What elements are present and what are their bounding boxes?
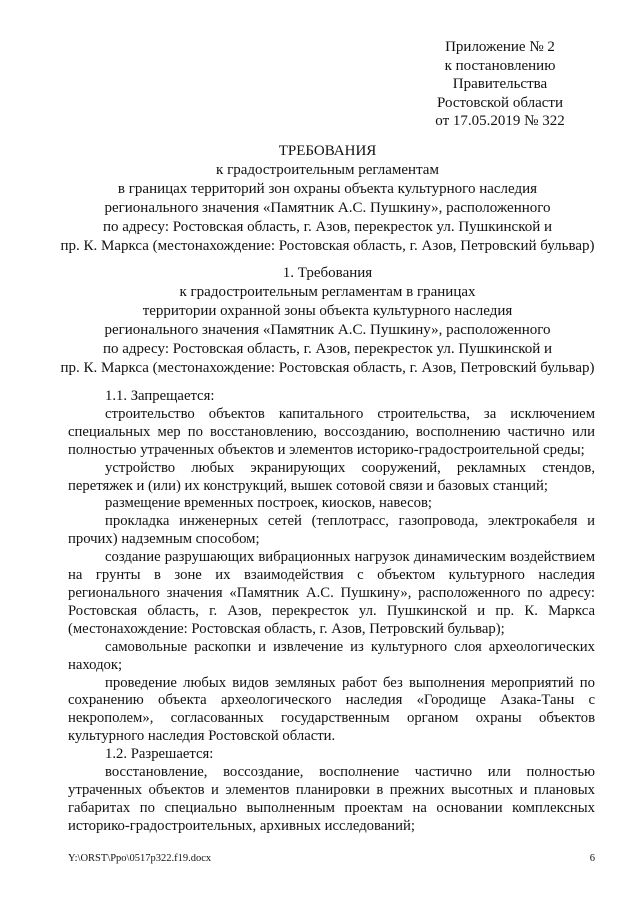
permitted-heading: 1.2. Разрешается: [105, 746, 214, 763]
prohibited-item: самовольные раскопки и извлечение из культурного слоя археологических находок; [68, 638, 595, 673]
prohibited-item: строительство объектов капитального строительства, за исключением специальных мер по восстановлению, воссозданию, восполнению частично или полностью утраченных объектов и элементов историко-градостроительной среды; [68, 405, 595, 458]
appendix-line: от 17.05.2019 № 322 [435, 113, 565, 130]
title-line: ТРЕБОВАНИЯ [278, 143, 377, 159]
section-line: регионального значения «Памятник А.С. Пушкину», расположенного [104, 322, 551, 338]
title-line: пр. К. Маркса (местонахождение: Ростовская область, г. Азов, Петровский бульвар) [60, 238, 595, 254]
title-line: по адресу: Ростовская область, г. Азов, перекресток ул. Пушкинской и [102, 219, 553, 235]
page-number: 6 [589, 853, 595, 864]
document-body [68, 388, 595, 836]
section-line: к градостроительным регламентам в границах [179, 284, 476, 300]
title-line: в границах территорий зон охраны объекта культурного наследия [117, 181, 538, 197]
section-line: по адресу: Ростовская область, г. Азов, перекресток ул. Пушкинской и [102, 341, 553, 357]
document-title [40, 142, 615, 256]
permitted-item: восстановление, воссоздание, восполнение частично или полностью утраченных объектов и элементов планировки в прежних высотных и плановых габаритах по специально выполненным проектам на основании комплексных историко-градостроительных, архивных исследований; [68, 764, 595, 834]
file-path: Y:\ORST\Ppo\0517p322.f19.docx [68, 853, 212, 864]
appendix-line: к постановлению [444, 57, 556, 74]
prohibited-item: проведение любых видов земляных работ без выполнения мероприятий по сохранению объекта археологического наследия «Городище Азака-Таны с некрополем», согласованных государственным органом охраны объектов культурного наследия Ростовской области. [68, 674, 595, 745]
appendix-line: Ростовской области [437, 94, 563, 111]
prohibited-item: создание разрушающих вибрационных нагрузок динамическим воздействием на грунты в зоне их взаимодействия с объектом культурного наследия регионального значения «Памятник А.С. Пушкину», расположенного по адресу: Ростовская область, г. Азов, перекресток ул. Пушкинской и пр. К. Маркса (местонахождение: Ростовская область, г. Азов, Петровский бульвар); [68, 549, 595, 637]
section-line: территории охранной зоны объекта культурного наследия [142, 303, 513, 319]
section-line: 1. Требования [282, 265, 373, 281]
title-line: регионального значения «Памятник А.С. Пушкину», расположенного [104, 200, 551, 216]
prohibited-item: устройство любых экранирующих сооружений, рекламных стендов, перетяжек и (или) их конструкций, вышек сотовой связи и базовых станций; [68, 459, 595, 494]
appendix-line: Приложение № 2 [445, 39, 555, 55]
prohibited-item: размещение временных построек, киосков, навесов; [105, 495, 433, 512]
section-heading [40, 264, 615, 378]
title-line: к градостроительным регламентам [216, 162, 439, 178]
prohibited-item: прокладка инженерных сетей (теплотрасс, газопровода, электрокабеля и прочих) надземным способом; [68, 513, 595, 548]
appendix-line: Правительства [452, 76, 548, 93]
prohibited-heading: 1.1. Запрещается: [105, 388, 215, 404]
appendix-header [405, 38, 595, 131]
section-line: пр. К. Маркса (местонахождение: Ростовская область, г. Азов, Петровский бульвар) [60, 360, 595, 376]
